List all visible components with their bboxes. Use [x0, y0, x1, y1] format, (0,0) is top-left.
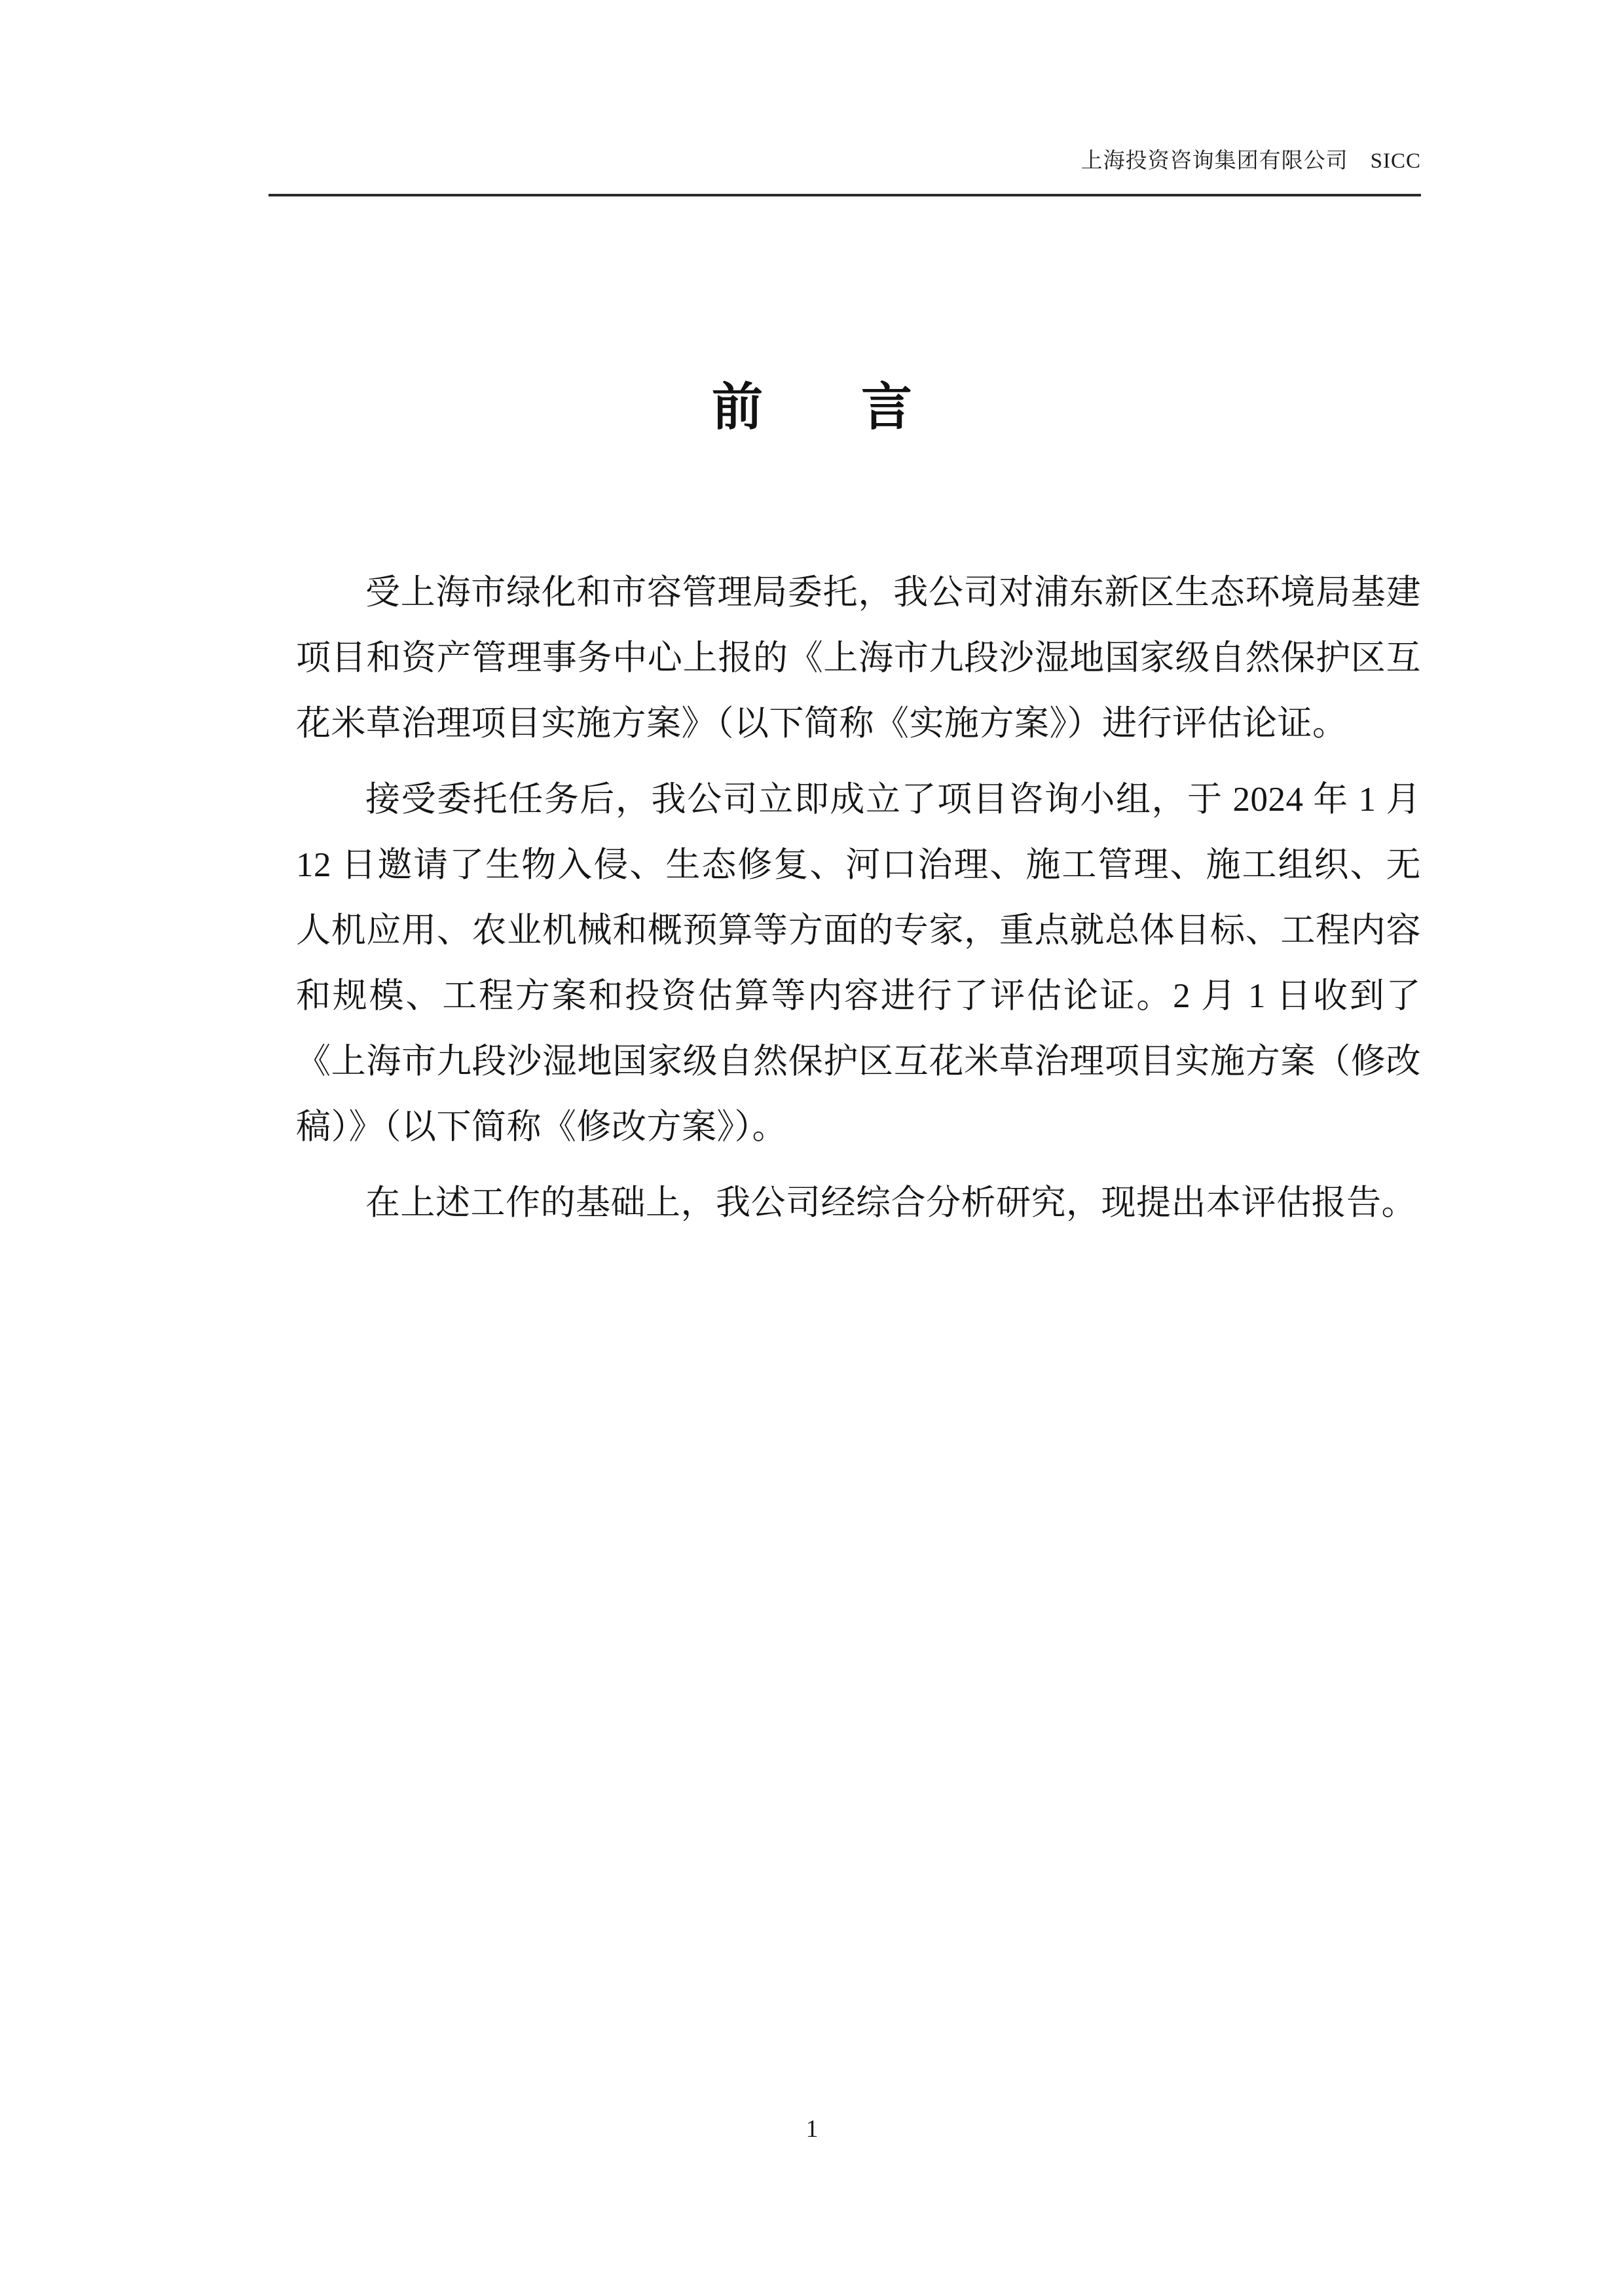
body-paragraph: 在上述工作的基础上，我公司经综合分析研究，现提出本评估报告。	[365, 1184, 1416, 1222]
page-title: 前 言	[711, 379, 936, 435]
document-body	[296, 560, 1421, 1236]
body-paragraph: 受上海市绿化和市容管理局委托，我公司对浦东新区生态环境局基建项目和资产管理事务中心上报的《上海市九段沙湿地国家级自然保护区互花米草治理项目实施方案》（以下简称《实施方案》）进行评估论证。	[296, 574, 1421, 743]
body-paragraph: 接受委托任务后，我公司立即成立了项目咨询小组，于 2024 年 1 月 12 日邀请了生物入侵、生态修复、河口治理、施工管理、施工组织、无人机应用、农业机械和概预算等方面的专家，重点就总体目标、工程内容和规模、工程方案和投资估算等内容进行了评估论证。2 月 1 日收到了《上海市九段沙湿地国家级自然保护区互花米草治理项目实施方案（修改稿）》（以下简称《修改方案》）。	[296, 781, 1421, 1146]
page-header	[268, 151, 1421, 210]
header-company-name: 上海投资咨询集团有限公司 SICC	[1080, 149, 1421, 173]
page-number: 1	[805, 2115, 819, 2143]
header-divider	[268, 194, 1421, 196]
